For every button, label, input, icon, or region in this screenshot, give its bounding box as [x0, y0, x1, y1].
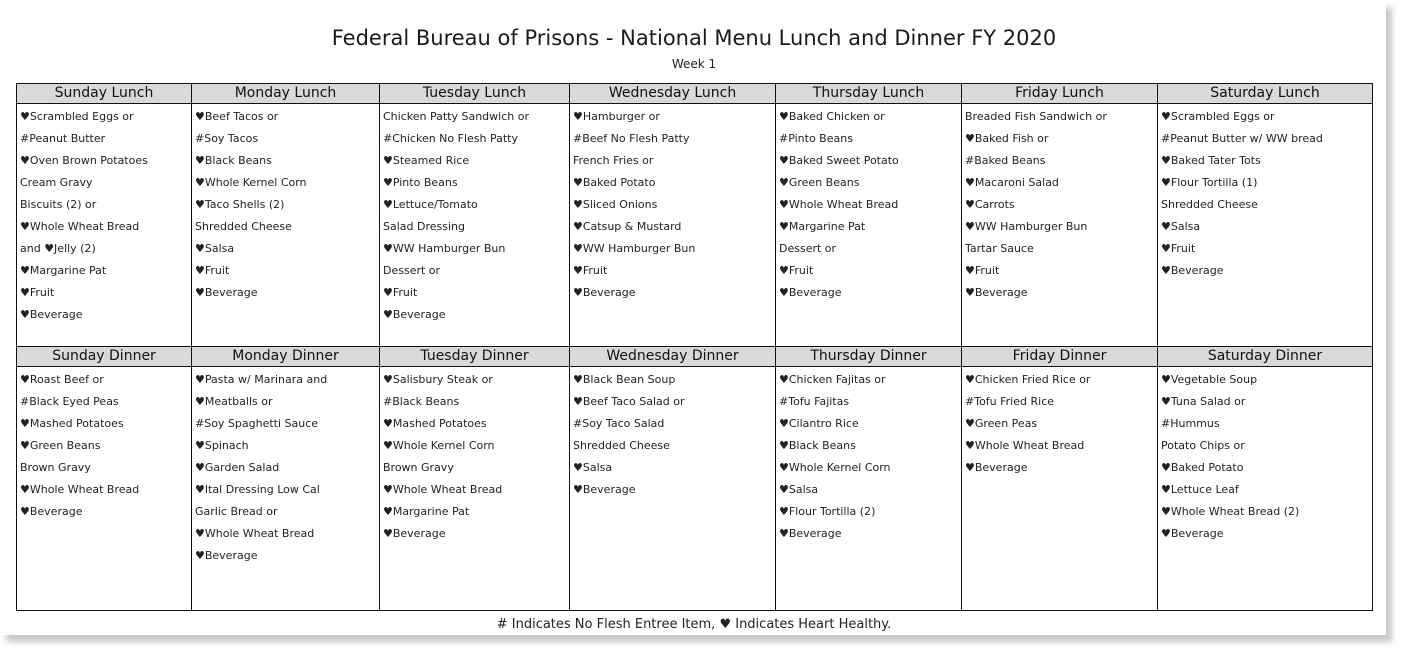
menu-item: Chicken Patty Sandwich or: [383, 110, 529, 123]
menu-cell: [962, 367, 1158, 611]
menu-item: ♥Beverage: [383, 527, 446, 540]
menu-item: ♥Black Beans: [195, 154, 272, 167]
menu-item: ♥Baked Sweet Potato: [779, 154, 899, 167]
day-header: Wednesday Dinner: [570, 347, 776, 367]
menu-item: ♥Beef Tacos or: [195, 110, 279, 123]
menu-table: [16, 83, 1373, 611]
menu-item: ♥Flour Tortilla (1): [1161, 176, 1258, 189]
menu-item: Salad Dressing: [383, 220, 465, 233]
menu-item: ♥Pinto Beans: [383, 176, 458, 189]
menu-item: Shredded Cheese: [195, 220, 292, 233]
menu-item: ♥Salsa: [195, 242, 235, 255]
menu-item: #Peanut Butter w/ WW bread: [1161, 132, 1323, 145]
menu-item-list: [776, 367, 961, 545]
menu-item-list: [962, 104, 1157, 304]
menu-item: and ♥Jelly (2): [20, 242, 96, 255]
menu-item: ♥Carrots: [965, 198, 1015, 211]
menu-item: ♥Margarine Pat: [20, 264, 107, 277]
menu-item: ♥Beverage: [20, 505, 83, 518]
menu-item: ♥Beverage: [779, 286, 842, 299]
menu-item: ♥Taco Shells (2): [195, 198, 285, 211]
menu-item: ♥Baked Chicken or: [779, 110, 885, 123]
menu-item: Tartar Sauce: [965, 242, 1034, 255]
menu-item: ♥Whole Wheat Bread: [20, 220, 140, 233]
dinner-items-row: [17, 367, 1373, 611]
day-header: Wednesday Lunch: [570, 84, 776, 104]
menu-item: ♥Baked Potato: [1161, 461, 1244, 474]
menu-item: ♥Mashed Potatoes: [383, 417, 487, 430]
menu-item: ♥Baked Potato: [573, 176, 656, 189]
menu-item: ♥Black Beans: [779, 439, 856, 452]
menu-cell: [776, 367, 962, 611]
menu-item: ♥Margarine Pat: [779, 220, 866, 233]
day-header: Thursday Dinner: [776, 347, 962, 367]
menu-item: ♥Cilantro Rice: [779, 417, 859, 430]
menu-item: #Peanut Butter: [20, 132, 106, 145]
menu-item: #Black Beans: [383, 395, 460, 408]
menu-cell: [570, 367, 776, 611]
day-header: Friday Dinner: [962, 347, 1158, 367]
menu-item: ♥Hamburger or: [573, 110, 660, 123]
menu-item: ♥Whole Kernel Corn: [779, 461, 891, 474]
menu-item: #Soy Tacos: [195, 132, 259, 145]
menu-item: ♥Margarine Pat: [383, 505, 470, 518]
menu-item-list: [570, 367, 775, 501]
page-title: Federal Bureau of Prisons - National Menu Lunch and Dinner FY 2020: [331, 26, 1057, 50]
day-header: Monday Lunch: [192, 84, 380, 104]
menu-item: #Tofu Fried Rice: [965, 395, 1055, 408]
menu-item: ♥Fruit: [573, 264, 608, 277]
menu-cell: [776, 104, 962, 347]
menu-item-list: [17, 104, 191, 326]
day-header: Tuesday Lunch: [380, 84, 570, 104]
day-header: Tuesday Dinner: [380, 347, 570, 367]
menu-item: #Beef No Flesh Patty: [573, 132, 690, 145]
menu-item: Shredded Cheese: [573, 439, 670, 452]
menu-item: Brown Gravy: [383, 461, 454, 474]
menu-item: ♥Whole Wheat Bread (2): [1161, 505, 1300, 518]
menu-item: ♥WW Hamburger Bun: [573, 242, 696, 255]
day-header: Thursday Lunch: [776, 84, 962, 104]
menu-item: #Hummus: [1161, 417, 1220, 430]
menu-item: ♥Beverage: [965, 286, 1028, 299]
menu-item: ♥Beverage: [20, 308, 83, 321]
menu-item: ♥Whole Wheat Bread: [779, 198, 899, 211]
menu-item: ♥Roast Beef or: [20, 373, 104, 386]
dinner-header-row: [17, 347, 1373, 367]
menu-item: ♥Mashed Potatoes: [20, 417, 124, 430]
menu-item: ♥Macaroni Salad: [965, 176, 1059, 189]
menu-item: ♥Black Bean Soup: [573, 373, 676, 386]
menu-item: #Pinto Beans: [779, 132, 853, 145]
menu-item: ♥Beverage: [965, 461, 1028, 474]
menu-item: Cream Gravy: [20, 176, 93, 189]
menu-item: ♥WW Hamburger Bun: [383, 242, 506, 255]
menu-item-list: [380, 104, 569, 326]
menu-item: ♥Green Beans: [779, 176, 860, 189]
menu-item: ♥Whole Wheat Bread: [965, 439, 1085, 452]
menu-item-list: [570, 104, 775, 304]
day-header: Sunday Dinner: [17, 347, 192, 367]
legend-note: # Indicates No Flesh Entree Item, ♥ Indicates Heart Healthy.: [496, 617, 892, 632]
menu-item-list: [1158, 104, 1372, 282]
menu-item: ♥Vegetable Soup: [1161, 373, 1258, 386]
menu-item: ♥Flour Tortilla (2): [779, 505, 876, 518]
menu-item: ♥Beverage: [1161, 527, 1224, 540]
lunch-items-row: [17, 104, 1373, 347]
menu-item: ♥Green Peas: [965, 417, 1038, 430]
menu-item-list: [192, 367, 379, 567]
day-header: Monday Dinner: [192, 347, 380, 367]
menu-item: ♥Salsa: [1161, 220, 1201, 233]
menu-item: ♥Beverage: [1161, 264, 1224, 277]
menu-item: #Soy Spaghetti Sauce: [195, 417, 319, 430]
menu-item: Dessert or: [383, 264, 441, 277]
menu-item: Breaded Fish Sandwich or: [965, 110, 1107, 123]
menu-item: Biscuits (2) or: [20, 198, 97, 211]
menu-item: ♥Fruit: [1161, 242, 1196, 255]
day-header: Friday Lunch: [962, 84, 1158, 104]
menu-item: ♥Whole Kernel Corn: [383, 439, 495, 452]
menu-item: ♥Salsa: [573, 461, 613, 474]
menu-item: ♥Beverage: [195, 286, 258, 299]
menu-item: ♥Whole Wheat Bread: [383, 483, 503, 496]
menu-item: Potato Chips or: [1161, 439, 1245, 452]
lunch-header-row: [17, 84, 1373, 104]
menu-item: ♥Beef Taco Salad or: [573, 395, 685, 408]
menu-item: ♥Whole Wheat Bread: [20, 483, 140, 496]
menu-item: ♥Spinach: [195, 439, 249, 452]
menu-cell: [1158, 367, 1373, 611]
menu-item: Shredded Cheese: [1161, 198, 1258, 211]
day-header: Saturday Lunch: [1158, 84, 1373, 104]
menu-item: ♥Beverage: [573, 483, 636, 496]
menu-item: ♥Whole Wheat Bread: [195, 527, 315, 540]
menu-item-list: [17, 367, 191, 523]
menu-cell: [962, 104, 1158, 347]
menu-item: ♥Lettuce/Tomato: [383, 198, 478, 211]
menu-item: ♥Fruit: [779, 264, 814, 277]
week-label: Week 1: [671, 57, 717, 71]
menu-item: ♥Fruit: [20, 286, 55, 299]
menu-item: ♥Beverage: [195, 549, 258, 562]
menu-item: #Black Eyed Peas: [20, 395, 119, 408]
menu-item: ♥Chicken Fajitas or: [779, 373, 886, 386]
menu-item: ♥Fruit: [383, 286, 418, 299]
menu-item: ♥Meatballs or: [195, 395, 273, 408]
menu-item: #Soy Taco Salad: [573, 417, 665, 430]
menu-item: ♥Fruit: [965, 264, 1000, 277]
menu-cell: [17, 104, 192, 347]
menu-item-list: [1158, 367, 1372, 545]
menu-cell: [570, 104, 776, 347]
menu-cell: [192, 367, 380, 611]
menu-item: ♥Beverage: [383, 308, 446, 321]
menu-item: ♥Fruit: [195, 264, 230, 277]
menu-item-list: [380, 367, 569, 545]
day-header: Saturday Dinner: [1158, 347, 1373, 367]
menu-item: Garlic Bread or: [195, 505, 278, 518]
menu-cell: [192, 104, 380, 347]
menu-item: #Baked Beans: [965, 154, 1046, 167]
menu-item: Brown Gravy: [20, 461, 91, 474]
menu-item: ♥Green Beans: [20, 439, 101, 452]
menu-item-list: [776, 104, 961, 304]
menu-item: ♥Catsup & Mustard: [573, 220, 682, 233]
menu-item: ♥Baked Fish or: [965, 132, 1049, 145]
menu-item: ♥Garden Salad: [195, 461, 280, 474]
menu-item: ♥Beverage: [779, 527, 842, 540]
menu-item: ♥Oven Brown Potatoes: [20, 154, 148, 167]
menu-item: ♥Salisbury Steak or: [383, 373, 493, 386]
menu-cell: [17, 367, 192, 611]
menu-item: French Fries or: [573, 154, 654, 167]
menu-item: ♥Chicken Fried Rice or: [965, 373, 1091, 386]
menu-cell: [1158, 104, 1373, 347]
menu-item: ♥Pasta w/ Marinara and: [195, 373, 328, 386]
menu-item-list: [192, 104, 379, 304]
menu-item: ♥Salsa: [779, 483, 819, 496]
menu-item: ♥Tuna Salad or: [1161, 395, 1246, 408]
menu-item: ♥Sliced Onions: [573, 198, 658, 211]
menu-item: ♥WW Hamburger Bun: [965, 220, 1088, 233]
menu-item: ♥Whole Kernel Corn: [195, 176, 307, 189]
menu-item: ♥Ital Dressing Low Cal: [195, 483, 320, 496]
menu-item: #Tofu Fajitas: [779, 395, 850, 408]
menu-item: ♥Lettuce Leaf: [1161, 483, 1239, 496]
menu-item: ♥Scrambled Eggs or: [20, 110, 134, 123]
menu-cell: [380, 104, 570, 347]
menu-item: #Chicken No Flesh Patty: [383, 132, 519, 145]
day-header: Sunday Lunch: [17, 84, 192, 104]
menu-item: Dessert or: [779, 242, 837, 255]
menu-item: ♥Beverage: [573, 286, 636, 299]
menu-item: ♥Baked Tater Tots: [1161, 154, 1261, 167]
menu-cell: [380, 367, 570, 611]
menu-item-list: [962, 367, 1157, 479]
menu-item: ♥Steamed Rice: [383, 154, 470, 167]
menu-item: ♥Scrambled Eggs or: [1161, 110, 1275, 123]
